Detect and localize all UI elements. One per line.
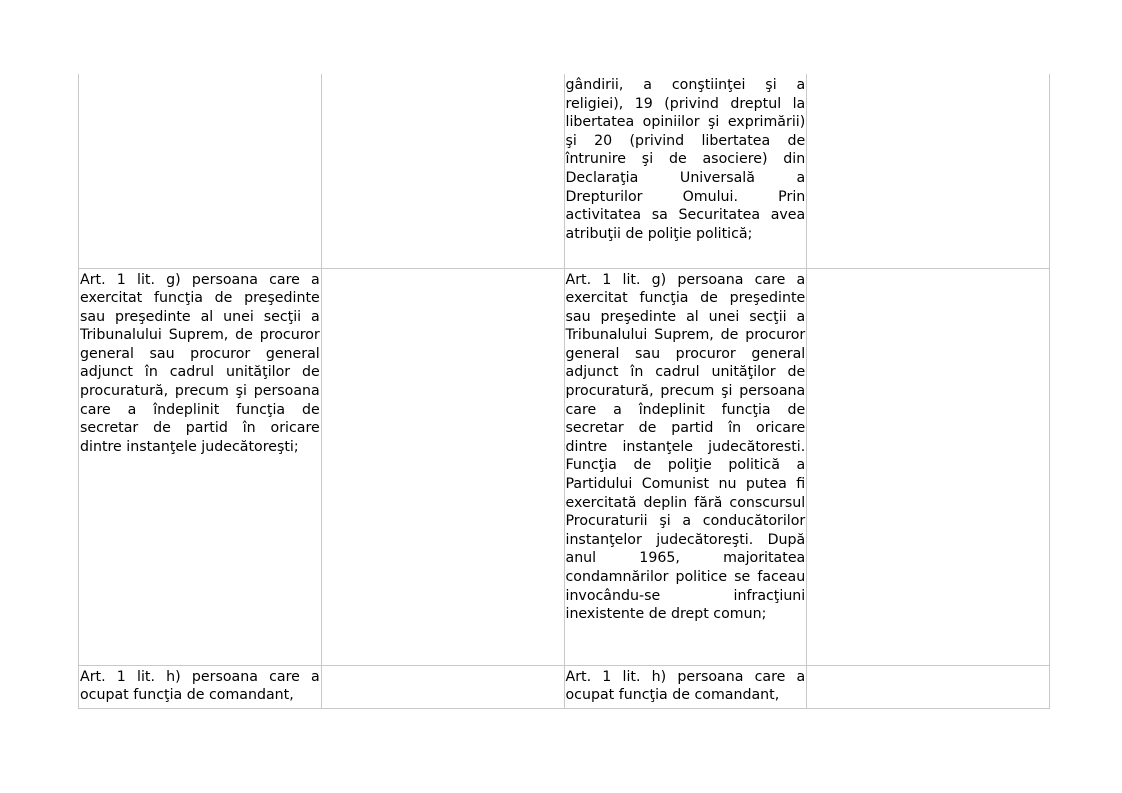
- cell-text: Art. 1 lit. g) persoana care a exercitat funcţia de preşedinte sau preşedinte al unei secţii a Tribunalului Suprem, de procuror general sau procuror general adjunct în cadrul unităţilor de procuratură, precum şi persoana care a îndeplinit funcţia de secretar de partid în oricare dintre instanţele judecătoreşti;: [80, 271, 320, 455]
- cell-text: Art. 1 lit. h) persoana care a ocupat funcţia de comandant,: [80, 668, 320, 704]
- table-row: [79, 74, 1050, 268]
- cell-text: gândirii, a conştiinţei şi a religiei), 19 (privind dreptul la libertatea opiniilor şi exprimării) şi 20 (privind libertatea de întrunire şi de asociere) din Declaraţia Universală a Drepturilor Omului. Prin activitatea sa Securitatea avea atribuţii de poliţie politică;: [565, 77, 806, 242]
- table-cell: [564, 74, 807, 268]
- table-cell: [564, 268, 807, 665]
- table-cell: [79, 665, 322, 708]
- cell-text: Art. 1 lit. h) persoana care a ocupat funcţia de comandant,: [565, 668, 806, 704]
- table-cell: [321, 74, 564, 268]
- table-cell: [79, 74, 322, 268]
- table-cell: [564, 665, 807, 708]
- table-cell: [321, 268, 564, 665]
- table-cell: [807, 665, 1050, 708]
- table-row: [79, 665, 1050, 708]
- table-cell: [807, 268, 1050, 665]
- table-cell: [807, 74, 1050, 268]
- table-cell: [321, 665, 564, 708]
- comparison-table: [78, 74, 1050, 709]
- table-row: [79, 268, 1050, 665]
- table-cell: [79, 268, 322, 665]
- cell-text: Art. 1 lit. g) persoana care a exercitat funcţia de preşedinte sau preşedinte al unei secţii a Tribunalului Suprem, de procuror general sau procuror general adjunct în cadrul unităţilor de procuratură, precum şi persoana care a îndeplinit funcţia de secretar de partid în oricare dintre instanţele judecătoresti. Funcţia de poliţie politică a Partidului Comunist nu putea fi exercitată deplin fără conscursul Procuraturii şi a conducătorilor instanţelor judecătoreşti. După anul 1965, majoritatea condamnărilor politice se faceau invocându-se infracţiuni inexistente de drept comun;: [565, 271, 806, 623]
